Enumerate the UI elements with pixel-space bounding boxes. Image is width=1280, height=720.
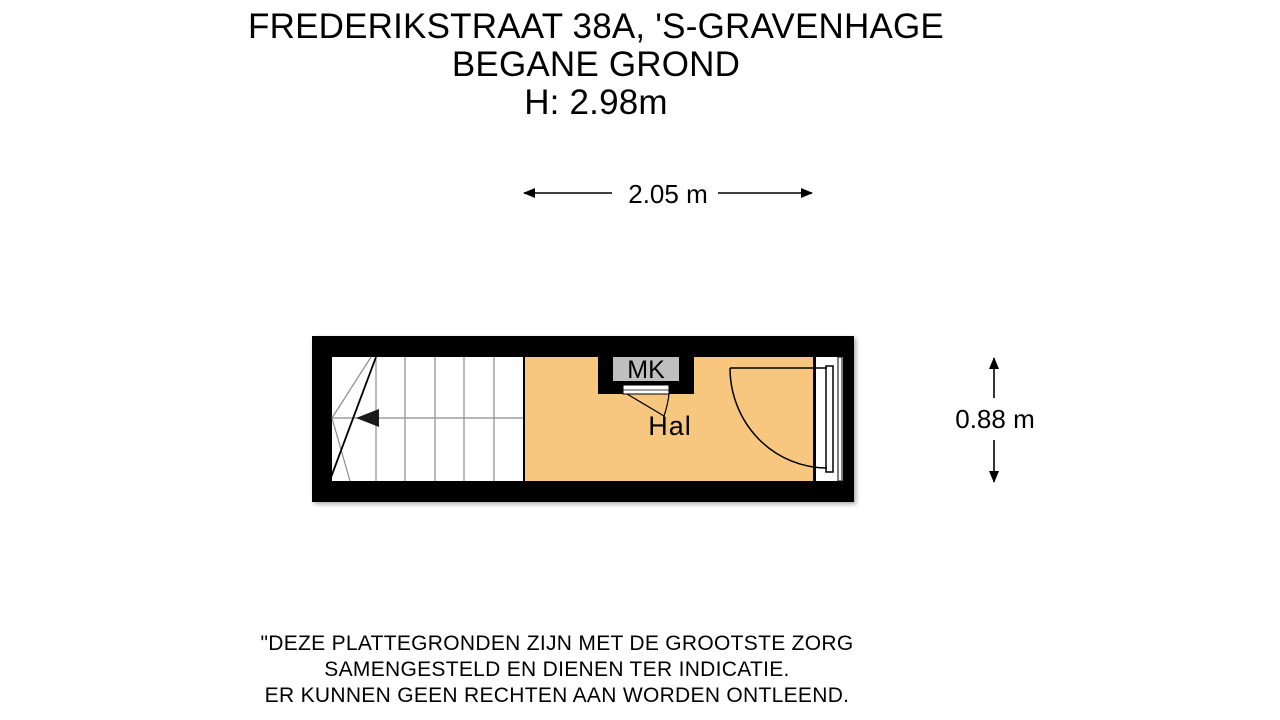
depth-dimension-label: 0.88 m [955,404,1035,434]
staircase [330,357,523,481]
disclaimer-line-2: SAMENGESTELD EN DIENEN TER INDICATIE. [324,658,790,681]
address-title: FREDERIKSTRAAT 38A, 'S-GRAVENHAGE [248,7,944,46]
depth-dimension [955,358,1035,482]
meter-cupboard-door [623,385,669,394]
width-dimension-label: 2.05 m [628,179,708,209]
door-leaf [826,366,833,472]
door-frame-right [838,357,842,481]
disclaimer-line-3: ER KUNNEN GEEN RECHTEN AAN WORDEN ONTLEEND. [264,684,850,707]
disclaimer [0,631,1114,709]
meter-cupboard-label: MK [627,356,665,384]
disclaimer-line-1: "DEZE PLATTEGRONDEN ZIJN MET DE GROOTSTE ZORG [260,632,854,655]
ceiling-height: H: 2.98m [524,83,668,122]
floor-title: BEGANE GROND [451,45,741,84]
door-frame-left [813,357,816,481]
width-dimension [524,179,812,209]
hall-label: Hal [648,411,692,441]
